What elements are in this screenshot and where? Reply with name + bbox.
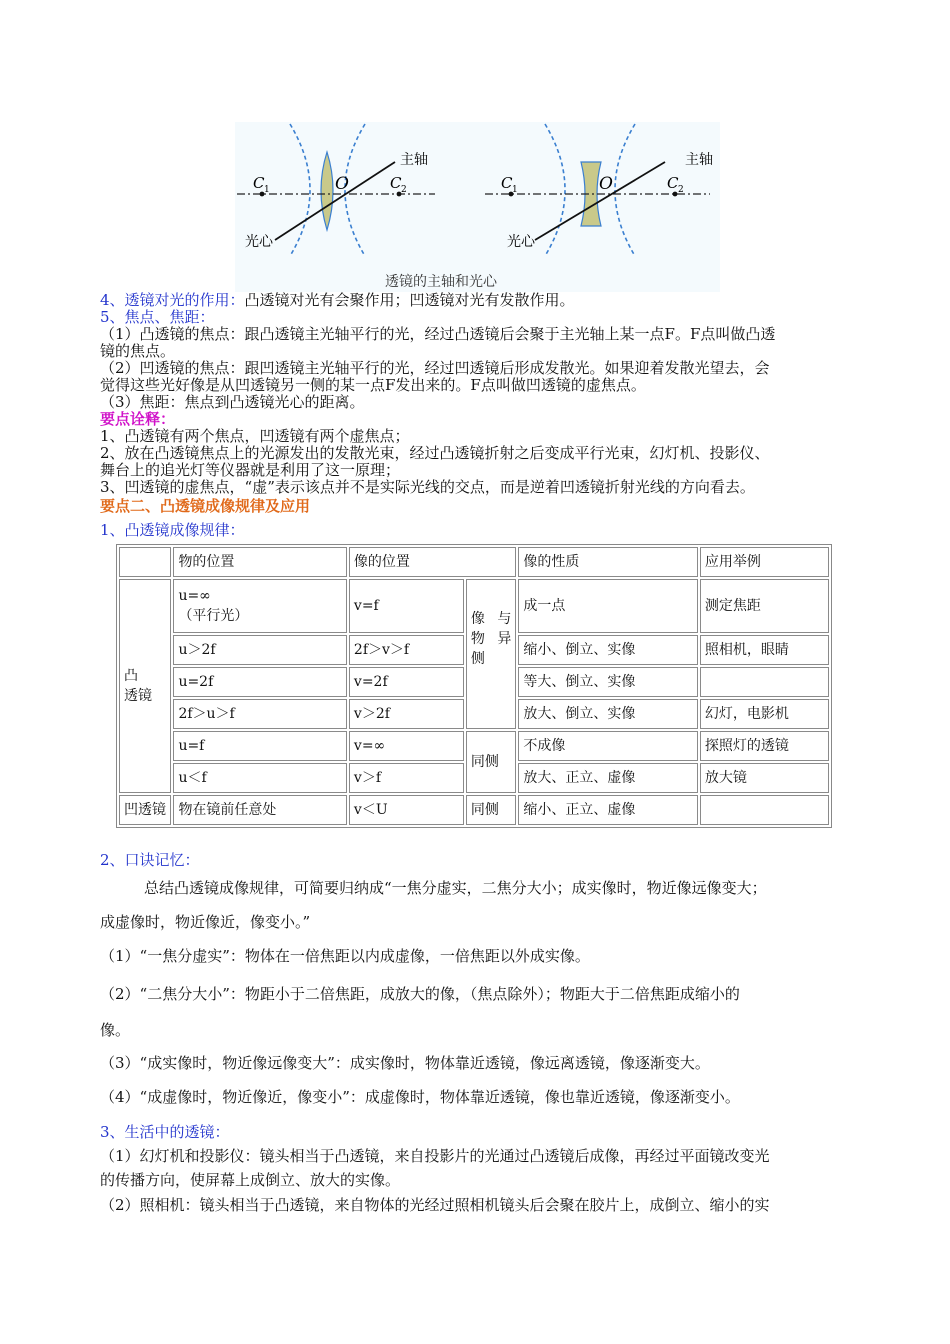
- row2-image: v=2f: [349, 667, 464, 697]
- notes-n1: 1、凸透镜有两个焦点，凹透镜有两个虚焦点；: [100, 427, 410, 445]
- mnemonic-m4: （4）“成虚像时，物近像近，像变小”：成虚像时，物体靠近透镜，像也靠近透镜，像逐渐变小。: [100, 1088, 740, 1106]
- row0-object: u=∞ （平行光）: [173, 579, 346, 633]
- notes-n2b: 舞台上的追光灯等仪器就是利用了这一原理；: [100, 461, 401, 479]
- row3-use: 幻灯，电影机: [700, 699, 829, 729]
- mnemonic-m3: （3）“成实像时，物近像远像变大”：成实像时，物体靠近透镜，像远离透镜，像逐渐变大。: [100, 1054, 710, 1072]
- life-l1a: （1）幻灯机和投影仪：镜头相当于凸透镜，来自投影片的光通过凸透镜后成像，再经过平面镜改变光: [100, 1147, 770, 1165]
- table-header-row: [119, 547, 829, 577]
- rules-title: 1、凸透镜成像规律：: [100, 521, 245, 539]
- main-axis-label-right: 主轴: [685, 152, 713, 168]
- life-title: 3、生活中的透镜：: [100, 1123, 230, 1141]
- row1-object: u＞2f: [173, 635, 346, 665]
- opposite-side-label: 像 与 物 异 侧: [466, 579, 516, 729]
- row1-nature: 缩小、倒立、实像: [518, 635, 698, 665]
- mnemonic-m2a: （2）“二焦分大小”：物距小于二倍焦距，成放大的像，（焦点除外）；物距大于二倍焦距成缩小的: [100, 985, 740, 1003]
- o-label-left: O: [335, 174, 349, 194]
- table-row: [119, 731, 829, 761]
- c2-label-left: C: [390, 174, 402, 192]
- row2-object: u=2f: [173, 667, 346, 697]
- row4-object: u=f: [173, 731, 346, 761]
- row3-nature: 放大、倒立、实像: [518, 699, 698, 729]
- section5-title: 5、焦点、焦距：: [100, 308, 215, 326]
- section5-p2a: （2）凹透镜的焦点：跟凹透镜主光轴平行的光，经过凹透镜后形成发散光。如果迎着发散光望去，会: [100, 359, 770, 377]
- section5-p1a: （1）凸透镜的焦点：跟凸透镜主光轴平行的光，经过凸透镜后会聚于主光轴上某一点F。F点叫做凸透: [100, 325, 776, 343]
- row3-object: 2f＞u＞f: [173, 699, 346, 729]
- c2-label-right: C: [667, 174, 679, 192]
- mnemonic-m1: （1）“一焦分虚实”：物体在一倍焦距以内成虚像，一倍焦距以外成实像。: [100, 947, 590, 965]
- svg-text:1: 1: [512, 185, 518, 195]
- section4-text: 凸透镜对光有会聚作用；凹透镜对光有发散作用。: [244, 291, 575, 309]
- section5-p1b: 镜的焦点。: [100, 342, 176, 360]
- row5-object: u＜f: [173, 763, 346, 793]
- c1-label-right: C: [501, 174, 513, 192]
- row0-nature: 成一点: [518, 579, 698, 633]
- row5-image: v＞f: [349, 763, 464, 793]
- notes-title: 要点诠释：: [100, 410, 176, 428]
- convex-lens-label: 凸 透镜: [119, 579, 171, 793]
- mnemonic-intro-b: 成虚像时，物近像近，像变小。”: [100, 913, 311, 931]
- row2-nature: 等大、倒立、实像: [518, 667, 698, 697]
- row4-use: 探照灯的透镜: [700, 731, 829, 761]
- point2-title: 要点二、凸透镜成像规律及应用: [100, 497, 311, 515]
- svg-text:2: 2: [401, 185, 407, 195]
- notes-n2a: 2、放在凸透镜焦点上的光源发出的发散光束，经过凸透镜折射之后变成平行光束，幻灯机、投影仪、: [100, 444, 770, 462]
- table-row: [119, 795, 829, 825]
- row5-nature: 放大、正立、虚像: [518, 763, 698, 793]
- c1-label-left: C: [253, 174, 265, 192]
- row6-nature: 缩小、正立、虚像: [518, 795, 698, 825]
- svg-text:1: 1: [264, 185, 270, 195]
- life-l1b: 的传播方向，使屏幕上成倒立、放大的实像。: [100, 1171, 401, 1189]
- header-object: 物的位置: [173, 547, 346, 577]
- row1-image: 2f＞v＞f: [349, 635, 464, 665]
- row0-use: 测定焦距: [700, 579, 829, 633]
- notes-n3: 3、凹透镜的虚焦点，“虚”表示该点并不是实际光线的交点，而是逆着凹透镜折射光线的方向看去。: [100, 478, 755, 496]
- row4-nature: 不成像: [518, 731, 698, 761]
- imaging-rules-table: [116, 544, 832, 828]
- row6-image: v＜U: [349, 795, 464, 825]
- main-axis-label-left: 主轴: [400, 152, 428, 168]
- life-l2: （2）照相机：镜头相当于凸透镜，来自物体的光经过照相机镜头后会聚在胶片上，成倒立、缩小的实: [100, 1196, 770, 1214]
- mnemonic-title: 2、口诀记忆：: [100, 851, 200, 869]
- row5-use: 放大镜: [700, 763, 829, 793]
- row2-use: [700, 667, 829, 697]
- lens-diagram: [235, 122, 720, 292]
- row0-image: v=f: [349, 579, 464, 633]
- mnemonic-intro-a: 总结凸透镜成像规律，可简要归纳成“一焦分虚实，二焦分大小；成实像时，物近像远像变大；: [144, 879, 767, 897]
- optical-center-label-right: 光心: [507, 234, 535, 250]
- header-nature: 像的性质: [518, 547, 698, 577]
- row6-object: 物在镜前任意处: [173, 795, 346, 825]
- figure-caption: 透镜的主轴和光心: [385, 274, 497, 290]
- lens-axis-figure: [235, 122, 720, 292]
- row6-side: 同侧: [466, 795, 516, 825]
- concave-lens-label: 凹透镜: [119, 795, 171, 825]
- header-use: 应用举例: [700, 547, 829, 577]
- table-row: [119, 579, 829, 633]
- row3-image: v＞2f: [349, 699, 464, 729]
- o-label-right: O: [599, 174, 613, 194]
- section5-p2b: 觉得这些光好像是从凹透镜另一侧的某一点F发出来的。F点叫做凹透镜的虚焦点。: [100, 376, 646, 394]
- optical-center-label-left: 光心: [245, 234, 273, 250]
- row1-use: 照相机，眼睛: [700, 635, 829, 665]
- row6-use: [700, 795, 829, 825]
- header-empty-cell: [119, 547, 171, 577]
- section5-p3: （3）焦距：焦点到凸透镜光心的距离。: [100, 393, 365, 411]
- header-image: 像的位置: [349, 547, 516, 577]
- section4-line: [100, 292, 575, 309]
- same-side-label: 同侧: [466, 731, 516, 793]
- svg-text:2: 2: [678, 185, 684, 195]
- mnemonic-m2b: 像。: [100, 1021, 131, 1039]
- section4-title: 4、透镜对光的作用：: [100, 291, 245, 309]
- row4-image: v=∞: [349, 731, 464, 761]
